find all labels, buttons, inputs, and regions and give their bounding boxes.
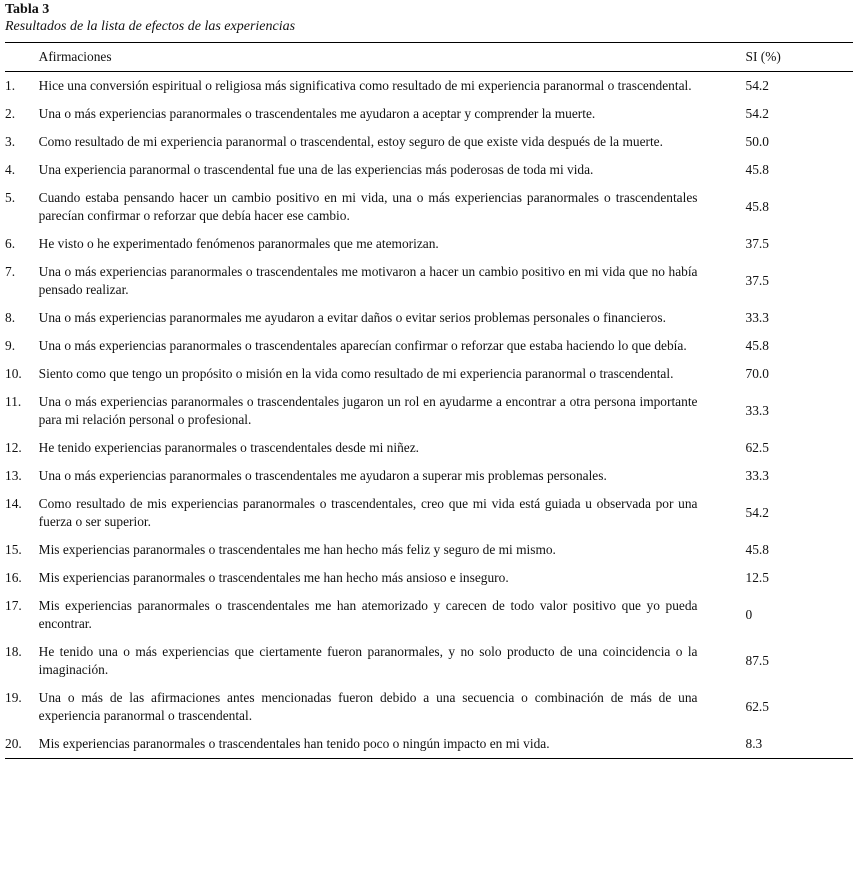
table-row <box>5 536 853 564</box>
table-row <box>5 128 853 156</box>
table-row <box>5 230 853 258</box>
row-number: 3. <box>5 134 16 149</box>
row-statement: Una o más experiencias paranormales o trascendentales me ayudaron a superar mis problemas personales. <box>38 468 607 483</box>
row-statement: Una o más experiencias paranormales o trascendentales aparecían confirmar o reforzar que estaba haciendo lo que debía. <box>38 338 687 353</box>
row-percent: 45.8 <box>745 542 769 557</box>
table-title: Resultados de la lista de efectos de las experiencias <box>5 19 296 34</box>
row-number: 7. <box>5 264 16 279</box>
table-row <box>5 156 853 184</box>
row-number: 2. <box>5 106 16 121</box>
results-table <box>5 42 853 759</box>
row-statement: Una o más experiencias paranormales o trascendentales me ayudaron a aceptar y comprender la muerte. <box>38 106 596 121</box>
table-body <box>5 72 853 759</box>
table-row <box>5 332 853 360</box>
row-number: 15. <box>5 542 22 557</box>
row-percent: 62.5 <box>745 699 769 714</box>
row-number: 4. <box>5 162 16 177</box>
row-number: 16. <box>5 570 22 585</box>
table-row <box>5 434 853 462</box>
column-header-percent: SI (%) <box>745 49 781 64</box>
table-row <box>5 564 853 592</box>
table-row <box>5 100 853 128</box>
table-row <box>5 72 853 101</box>
row-percent: 12.5 <box>745 570 769 585</box>
row-statement: Como resultado de mis experiencias paranormales o trascendentales, creo que mi vida está guiada u observada por una fuerza o ser superior. <box>38 496 698 529</box>
row-statement: Mis experiencias paranormales o trascendentales me han atemorizado y carecen de todo valor positivo que yo pueda encontrar. <box>38 598 698 631</box>
table-row <box>5 730 853 759</box>
row-number: 9. <box>5 338 16 353</box>
row-percent: 45.8 <box>745 199 769 214</box>
row-number: 5. <box>5 190 16 205</box>
row-statement: He tenido experiencias paranormales o trascendentales desde mi niñez. <box>38 440 420 455</box>
document-page <box>5 2 853 759</box>
row-percent: 37.5 <box>745 236 769 251</box>
row-percent: 45.8 <box>745 162 769 177</box>
row-number: 19. <box>5 690 22 705</box>
row-percent: 45.8 <box>745 338 769 353</box>
row-percent: 33.3 <box>745 403 769 418</box>
row-number: 12. <box>5 440 22 455</box>
row-statement: Cuando estaba pensando hacer un cambio positivo en mi vida, una o más experiencias paranormales o trascendentales parecían confirmar o reforzar que debía hacer ese cambio. <box>38 190 698 223</box>
row-percent: 33.3 <box>745 310 769 325</box>
row-statement: He visto o he experimentado fenómenos paranormales que me atemorizan. <box>38 236 439 251</box>
row-statement: Una o más de las afirmaciones antes mencionadas fueron debido a una secuencia o combinación de más de una experiencia paranormal o trascendental. <box>38 690 698 723</box>
table-row <box>5 304 853 332</box>
table-row <box>5 592 853 638</box>
row-statement: Siento como que tengo un propósito o misión en la vida como resultado de mi experiencia paranormal o trascendental. <box>38 366 674 381</box>
table-row <box>5 388 853 434</box>
row-percent: 50.0 <box>745 134 769 149</box>
row-statement: Una o más experiencias paranormales me ayudaron a evitar daños o evitar serios problemas personales o financieros. <box>38 310 666 325</box>
row-number: 17. <box>5 598 22 613</box>
table-row <box>5 684 853 730</box>
row-percent: 62.5 <box>745 440 769 455</box>
row-number: 8. <box>5 310 16 325</box>
row-statement: Una o más experiencias paranormales o trascendentales jugaron un rol en ayudarme a encontrar a otra persona importante para mi relación personal o profesional. <box>38 394 698 427</box>
row-percent: 54.2 <box>745 78 769 93</box>
row-number: 18. <box>5 644 22 659</box>
row-statement: Mis experiencias paranormales o trascendentales me han hecho más ansioso e inseguro. <box>38 570 509 585</box>
row-number: 6. <box>5 236 16 251</box>
row-number: 20. <box>5 736 22 751</box>
table-header-row <box>5 43 853 72</box>
table-row <box>5 638 853 684</box>
table-row <box>5 360 853 388</box>
row-percent: 70.0 <box>745 366 769 381</box>
row-number: 13. <box>5 468 22 483</box>
row-number: 1. <box>5 78 16 93</box>
table-number: Tabla 3 <box>5 2 50 17</box>
row-number: 14. <box>5 496 22 511</box>
row-statement: Una experiencia paranormal o trascendental fue una de las experiencias más poderosas de toda mi vida. <box>38 162 594 177</box>
row-statement: Una o más experiencias paranormales o trascendentales me motivaron a hacer un cambio positivo en mi vida que no había pensado realizar. <box>38 264 698 297</box>
row-percent: 87.5 <box>745 653 769 668</box>
row-percent: 0 <box>745 607 753 622</box>
table-row <box>5 258 853 304</box>
row-percent: 54.2 <box>745 505 769 520</box>
column-header-number <box>5 43 33 72</box>
row-percent: 8.3 <box>745 736 763 751</box>
table-row <box>5 184 853 230</box>
table-row <box>5 490 853 536</box>
row-number: 10. <box>5 366 22 381</box>
row-percent: 54.2 <box>745 106 769 121</box>
row-percent: 37.5 <box>745 273 769 288</box>
column-header-statement: Afirmaciones <box>38 49 112 64</box>
row-percent: 33.3 <box>745 468 769 483</box>
row-statement: Mis experiencias paranormales o trascendentales han tenido poco o ningún impacto en mi vida. <box>38 736 550 751</box>
row-statement: He tenido una o más experiencias que ciertamente fueron paranormales, y no solo producto de una coincidencia o la imaginación. <box>38 644 698 677</box>
table-row <box>5 462 853 490</box>
row-statement: Como resultado de mi experiencia paranormal o trascendental, estoy seguro de que existe vida después de la muerte. <box>38 134 663 149</box>
row-statement: Hice una conversión espiritual o religiosa más significativa como resultado de mi experiencia paranormal o trascendental. <box>38 78 692 93</box>
row-statement: Mis experiencias paranormales o trascendentales me han hecho más feliz y seguro de mi mismo. <box>38 542 556 557</box>
row-number: 11. <box>5 394 22 409</box>
